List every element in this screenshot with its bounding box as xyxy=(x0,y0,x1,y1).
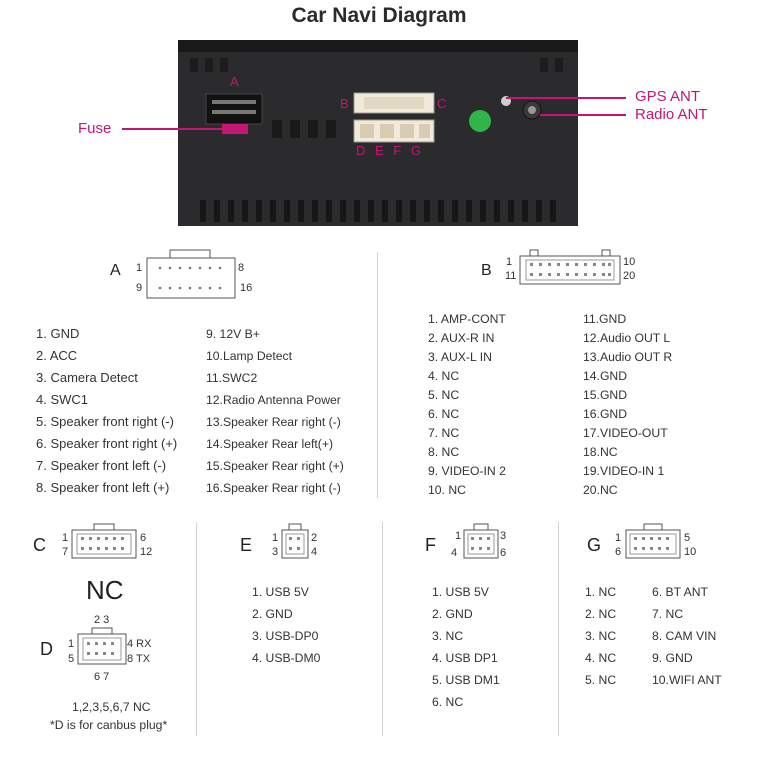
connector-a-pin-1: 1. GND xyxy=(36,326,80,341)
connector-g-icon xyxy=(624,522,682,562)
connector-b-pin-2: 2. AUX-R IN xyxy=(428,331,495,345)
connector-c-pin-tr: 6 xyxy=(140,532,147,544)
connector-g-pin-4: 4. NC xyxy=(585,651,617,665)
connector-b-icon xyxy=(518,248,622,288)
connector-c-pin-bl: 7 xyxy=(62,546,69,558)
connector-g-pin-5: 5. NC xyxy=(585,673,617,687)
connector-a-pin-6: 6. Speaker front right (+) xyxy=(36,436,178,451)
connector-a-pin-tr: 8 xyxy=(238,262,245,274)
fuse-label: Fuse xyxy=(78,120,112,137)
connector-f-pin-5: 5. USB DM1 xyxy=(432,673,500,687)
connector-g-pin-bl: 6 xyxy=(615,546,622,558)
connector-e-pin-tl: 1 xyxy=(272,532,279,544)
connector-a-pin-14: 14.Speaker Rear left(+) xyxy=(206,437,334,451)
connector-a-pin-7: 7. Speaker front left (-) xyxy=(36,458,167,473)
connector-a-pin-16: 16.Speaker Rear right (-) xyxy=(206,481,341,495)
connector-e-pin-tr: 2 xyxy=(311,532,318,544)
connector-f-pin-3: 3. NC xyxy=(432,629,464,643)
connector-e-pin-3: 3. USB-DP0 xyxy=(252,629,319,643)
connector-f-pin-tl: 1 xyxy=(455,530,462,542)
connector-c-pin-tl: 1 xyxy=(62,532,69,544)
connector-d-pin-tl: 1 xyxy=(68,638,75,650)
connector-e-icon xyxy=(280,522,310,562)
connector-a-icon xyxy=(145,248,237,302)
connector-b-pin-20: 20.NC xyxy=(583,483,618,497)
connector-a-pin-br: 16 xyxy=(240,282,253,294)
connector-g-pin-9: 9. GND xyxy=(652,651,693,665)
divider-fg xyxy=(558,522,559,736)
connector-g-pin-3: 3. NC xyxy=(585,629,617,643)
fuse-block xyxy=(222,124,248,134)
connector-a-pin-bl: 9 xyxy=(136,282,143,294)
connector-a-pin-tl: 1 xyxy=(136,262,143,274)
unit-label-a: A xyxy=(230,74,239,89)
connector-a-label: A xyxy=(110,262,121,279)
connector-b-pin-1: 1. AMP-CONT xyxy=(428,312,506,326)
connector-b-pin-4: 4. NC xyxy=(428,369,460,383)
divider-ef xyxy=(382,522,383,736)
connector-g-pin-br: 10 xyxy=(684,546,697,558)
divider-ce xyxy=(196,522,197,736)
connector-a-pin-11: 11.SWC2 xyxy=(206,371,258,385)
connector-g-pin-2: 2. NC xyxy=(585,607,617,621)
connector-b-pin-14: 14.GND xyxy=(583,369,628,383)
connector-g-pin-8: 8. CAM VIN xyxy=(652,629,717,643)
connector-b-pin-3: 3. AUX-L IN xyxy=(428,350,492,364)
connector-c-label: C xyxy=(33,535,46,555)
connector-g-pin-1: 1. NC xyxy=(585,585,617,599)
connector-b-pin-10: 10. NC xyxy=(428,483,466,497)
connector-b-pin-br: 20 xyxy=(623,270,636,282)
unit-label-c: C xyxy=(437,96,447,111)
connector-b-pin-13: 13.Audio OUT R xyxy=(583,350,673,364)
connector-d-note-canbus: *D is for canbus plug* xyxy=(50,718,168,732)
connector-d-rx: 4 RX xyxy=(127,638,152,650)
connector-g-pin-7: 7. NC xyxy=(652,607,684,621)
connector-d-icon xyxy=(76,626,128,670)
connector-d-tx: 8 TX xyxy=(127,653,151,665)
connector-c-icon xyxy=(70,522,138,562)
connector-b-label: B xyxy=(481,262,492,279)
connector-a-pin-13: 13.Speaker Rear right (-) xyxy=(206,415,341,429)
connector-d-label: D xyxy=(40,639,53,659)
connector-f-pin-4: 4. USB DP1 xyxy=(432,651,498,665)
connector-f-pin-bl: 4 xyxy=(451,547,458,559)
connector-f-icon xyxy=(462,522,500,562)
connector-c-nc: NC xyxy=(86,575,124,605)
connector-f-pin-6: 6. NC xyxy=(432,695,464,709)
connector-e-pin-4: 4. USB-DM0 xyxy=(252,651,321,665)
connector-g-pin-tl: 1 xyxy=(615,532,622,544)
connector-a-pin-3: 3. Camera Detect xyxy=(36,370,138,385)
connector-b-pin-tl: 1 xyxy=(506,256,513,268)
connector-f-pin-br: 6 xyxy=(500,547,507,559)
connector-f-label: F xyxy=(425,535,436,555)
connector-b-pin-8: 8. NC xyxy=(428,445,460,459)
radio-ant-label: Radio ANT xyxy=(635,106,708,123)
connector-b-pin-15: 15.GND xyxy=(583,388,628,402)
connector-b-pin-19: 19.VIDEO-IN 1 xyxy=(583,464,665,478)
connector-a-pin-2: 2. ACC xyxy=(36,348,78,363)
connector-a-pin-8: 8. Speaker front left (+) xyxy=(36,480,170,495)
unit-label-b: B xyxy=(340,96,349,111)
connector-f-pin-1: 1. USB 5V xyxy=(432,585,489,599)
green-sticker xyxy=(469,110,491,132)
connector-e-label: E xyxy=(240,535,253,555)
connector-a-pin-12: 12.Radio Antenna Power xyxy=(206,393,341,407)
connector-b-pin-18: 18.NC xyxy=(583,445,618,459)
connector-b-pin-7: 7. NC xyxy=(428,426,460,440)
connector-b-pin-tr: 10 xyxy=(623,256,636,268)
unit-connector-a xyxy=(206,94,262,124)
unit-label-defg: D E F G xyxy=(356,143,424,158)
connector-g-pin-10: 10.WIFI ANT xyxy=(652,673,722,687)
unit-top-edge xyxy=(178,40,578,52)
connector-a-pin-15: 15.Speaker Rear right (+) xyxy=(206,459,344,473)
connector-a-pin-9: 9. 12V B+ xyxy=(206,327,260,341)
connector-b-pin-16: 16.GND xyxy=(583,407,628,421)
connector-g-pin-6: 6. BT ANT xyxy=(652,585,708,599)
connector-f-pin-2: 2. GND xyxy=(432,607,473,621)
connector-b-pin-11: 11.GND xyxy=(583,312,627,326)
connector-e-pin-2: 2. GND xyxy=(252,607,293,621)
gps-ant-label: GPS ANT xyxy=(635,88,701,105)
divider-ab xyxy=(377,252,378,498)
connector-f-pin-tr: 3 xyxy=(500,530,507,542)
connector-d-pin-bl: 5 xyxy=(68,653,75,665)
connector-d-bottom-pins: 6 7 xyxy=(94,671,110,683)
connector-c-pin-br: 12 xyxy=(140,546,153,558)
connector-b-pin-12: 12.Audio OUT L xyxy=(583,331,671,345)
connector-d-top-pins: 2 3 xyxy=(94,614,110,626)
connector-g-label: G xyxy=(587,535,602,555)
connector-a-pin-10: 10.Lamp Detect xyxy=(206,349,293,363)
connector-d-note-nc: 1,2,3,5,6,7 NC xyxy=(72,700,151,714)
connector-b-pin-5: 5. NC xyxy=(428,388,460,402)
page-title: Car Navi Diagram xyxy=(291,4,467,27)
connector-a-pin-4: 4. SWC1 xyxy=(36,392,89,407)
connector-g-pin-tr: 5 xyxy=(684,532,691,544)
connector-b-pin-bl: 11 xyxy=(505,270,517,282)
connector-e-pin-bl: 3 xyxy=(272,546,279,558)
connector-b-pin-9: 9. VIDEO-IN 2 xyxy=(428,464,506,478)
connector-b-pin-6: 6. NC xyxy=(428,407,460,421)
connector-a-pin-5: 5. Speaker front right (-) xyxy=(36,414,174,429)
connector-b-pin-17: 17.VIDEO-OUT xyxy=(583,426,668,440)
connector-e-pin-br: 4 xyxy=(311,546,318,558)
connector-e-pin-1: 1. USB 5V xyxy=(252,585,309,599)
